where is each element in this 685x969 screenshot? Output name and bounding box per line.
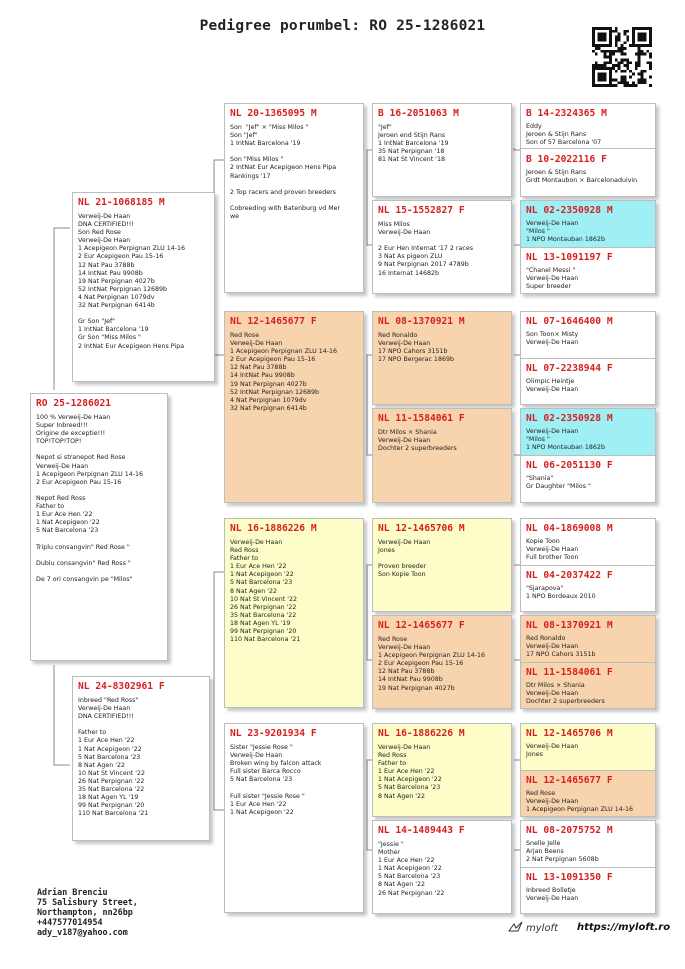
- detail-line: Sister "Jessie Rose ": [230, 744, 293, 751]
- detail-line: 1 Nat Acepigeon '22: [378, 776, 442, 784]
- card-details: [230, 124, 358, 221]
- pedigree-card-g4-pair-7[interactable]: [520, 723, 656, 817]
- detail-line: Super breeder: [526, 283, 572, 291]
- ring-number: NL 14-1489443 F: [378, 825, 465, 836]
- detail-line: Son Red Rose: [78, 229, 121, 237]
- detail-line: Origine de exceptie!!!: [36, 430, 106, 438]
- detail-line: 8 Nat Agen '22: [378, 792, 425, 800]
- ring-number: NL 12-1465706 M: [526, 728, 613, 739]
- detail-line: 2 Eur Acepigeon Pau 15-16: [230, 356, 316, 364]
- detail-line: Father to: [36, 503, 65, 511]
- detail-line: Verweij-De Haan: [378, 744, 431, 751]
- pedigree-card-sire-dam[interactable]: [224, 311, 364, 503]
- page-title: Pedigree porumbel: RO 25-1286021: [199, 18, 486, 34]
- detail-line: Dublu consangvin" Red Ross ": [36, 559, 131, 567]
- detail-line: DNA CERTIFIED!!!: [78, 713, 134, 721]
- detail-line: Red Rose: [378, 636, 408, 643]
- detail-line: 1 Nat Acepigeon '22: [36, 519, 100, 527]
- detail-line: Dtr Milos × Shania: [378, 429, 437, 436]
- detail-line: Jones: [526, 751, 543, 759]
- detail-line: Verweij-De Haan: [526, 220, 579, 227]
- detail-line: 17 NPO Cahors 3151b: [526, 651, 596, 659]
- detail-line: 18 Nat Agen YL '19: [230, 619, 291, 627]
- logo-text: myloft: [526, 923, 558, 934]
- card-details: [526, 267, 650, 291]
- detail-line: 52 IntNat Perpignan 12689b: [78, 285, 168, 293]
- detail-line: Verweij-De Haan: [378, 644, 431, 652]
- card-details: [378, 636, 506, 693]
- contact-city: Northampton, nn26bp: [37, 907, 133, 917]
- detail-line: 1 Acepigeon Perpignan ZLU 14-16: [378, 652, 486, 660]
- detail-line: Red Ronaldo: [526, 635, 566, 642]
- pedigree-card-dss[interactable]: [372, 518, 512, 612]
- detail-line: 4 Nat Perpignan 1079dv: [78, 293, 155, 301]
- detail-line: Verweij-De Haan: [378, 340, 431, 348]
- ring-number: NL 24-8302961 F: [78, 681, 165, 692]
- detail-line: Jeroen & Stijn Rans: [526, 131, 587, 139]
- card-details: [378, 332, 506, 364]
- detail-line: TOP!TOP!TOP!: [36, 438, 82, 446]
- detail-line: Verweij-De Haan: [526, 339, 579, 347]
- pedigree-card-g4-pair-8[interactable]: [520, 820, 656, 914]
- pedigree-card-g4-pair-6[interactable]: [520, 615, 656, 709]
- card-details: [526, 123, 650, 144]
- detail-line: 5 Nat Barcelona '23: [36, 527, 99, 535]
- detail-line: 110 Nat Barcelona '21: [230, 636, 301, 644]
- detail-line: Cobreeding with Batenburg vd Mer: [230, 204, 341, 212]
- detail-line: Arjan Beens: [526, 848, 564, 856]
- ring-number: B 14-2324365 M: [526, 108, 607, 119]
- ring-number: NL 21-1068185 M: [78, 197, 165, 208]
- pedigree-card-dam-sire[interactable]: [224, 518, 364, 708]
- pedigree-card-g4-pair-4[interactable]: [520, 408, 656, 503]
- card-details: [36, 414, 162, 584]
- detail-line: Gr Son "Miss Milos ": [78, 334, 141, 342]
- detail-line: Verweij-De Haan: [36, 462, 89, 470]
- ring-number: NL 16-1886226 M: [230, 523, 317, 534]
- detail-line: 10 Nat St Vincent '22: [78, 769, 145, 777]
- detail-line: 32 Nat Perpignan 6414b: [78, 302, 155, 310]
- detail-line: 1 Nat Acepigeon '22: [378, 865, 442, 873]
- ring-number: NL 07-2238944 F: [526, 363, 613, 374]
- detail-line: Rankings '17: [230, 172, 271, 180]
- detail-line: Miss Milos: [378, 221, 410, 228]
- ring-number: NL 12-1465677 F: [230, 316, 317, 327]
- ring-number: NL 16-1886226 M: [378, 728, 465, 739]
- detail-line: Verweij-De Haan: [526, 743, 579, 750]
- detail-line: 1 Nat Acepigeon '22: [230, 571, 294, 579]
- detail-line: 16 Internat 14682b: [378, 269, 440, 277]
- detail-line: 1 Acepigeon Perpignan ZLU 14-16: [526, 806, 634, 814]
- card-details: [526, 169, 650, 185]
- detail-line: 2 Eur Hen Internat '17 2 races: [378, 245, 473, 253]
- detail-line: 8 Nat Agen '22: [78, 761, 125, 769]
- detail-line: 1 Acepigeon Perpignan ZLU 14-16: [230, 348, 338, 356]
- ring-number: NL 23-9201934 F: [230, 728, 317, 739]
- detail-line: 1 IntNat Barcelona '19: [78, 326, 149, 334]
- ring-number: NL 06-2051130 F: [526, 460, 613, 471]
- detail-line: Dtr Milos × Shania: [526, 682, 585, 689]
- card-details: [526, 635, 650, 659]
- detail-line: Gr Daughter "Milos ": [526, 483, 591, 491]
- detail-line: Dochter 2 superbreeders: [526, 698, 605, 706]
- pedigree-card-dam[interactable]: [72, 676, 210, 841]
- card-details: [378, 124, 506, 164]
- ring-number: NL 04-1869008 M: [526, 523, 613, 534]
- detail-line: 26 Nat Perpignan '22: [78, 777, 145, 785]
- detail-line: 17 NPO Cahors 3151b: [378, 348, 448, 356]
- card-details: [526, 475, 650, 491]
- detail-line: 2 Eur Acepigeon Pau 15-16: [378, 660, 464, 668]
- detail-line: Red Ronaldo: [378, 332, 418, 339]
- ring-number: NL 02-2350928 M: [526, 413, 613, 424]
- detail-line: 52 IntNat Perpignan 12689b: [230, 388, 320, 396]
- detail-line: 8 Nat Agen '22: [230, 587, 277, 595]
- detail-line: Son Toon× Misty: [526, 331, 579, 338]
- detail-line: 5 Nat Barcelona '23: [230, 776, 293, 784]
- detail-line: 1 Eur Ace Hen '22: [230, 563, 287, 571]
- detail-line: 8 Nat Agen '22: [378, 881, 425, 889]
- website-link[interactable]: https://myloft.ro: [577, 922, 671, 933]
- ring-number: RO 25-1286021: [36, 398, 112, 409]
- detail-line: Full sister "Jessie Rose ": [230, 792, 305, 800]
- card-details: [378, 221, 506, 278]
- pedigree-card-dds[interactable]: [372, 723, 512, 817]
- ring-number: NL 15-1552827 F: [378, 205, 465, 216]
- detail-line: Snelle Jelle: [526, 840, 561, 847]
- ring-number: B 16-2051063 M: [378, 108, 459, 119]
- detail-line: Son "Jef": [230, 132, 258, 140]
- card-details: [230, 332, 358, 413]
- detail-line: 26 Nat Perpignan '22: [230, 603, 297, 611]
- detail-line: 1 Nat Acepigeon '22: [230, 808, 294, 816]
- card-details: [230, 744, 358, 817]
- ring-number: NL 20-1365095 M: [230, 108, 317, 119]
- detail-line: "Milos ": [526, 228, 550, 236]
- detail-line: [36, 552, 162, 560]
- detail-line: 35 Nat Barcelona '22: [230, 611, 297, 619]
- detail-line: Verweij-De Haan: [526, 798, 579, 806]
- detail-line: 5 Nat Barcelona '23: [78, 753, 141, 761]
- card-details: [526, 743, 650, 759]
- detail-line: Verweij-De Haan: [230, 340, 283, 348]
- detail-line: [230, 181, 358, 189]
- card-details: [78, 697, 204, 818]
- pedigree-card-g4-pair-1[interactable]: [520, 103, 656, 197]
- detail-line: Son of 57 Barcelona '07: [526, 139, 602, 144]
- ring-number: NL 04-2037422 F: [526, 570, 613, 581]
- ring-number: NL 11-1584061 F: [526, 667, 613, 678]
- card-details: [526, 585, 650, 601]
- detail-line: Dochter 2 superbreeders: [378, 445, 457, 453]
- pedigree-card-g4-pair-3[interactable]: [520, 311, 656, 405]
- pedigree-card-sire-sire[interactable]: [224, 103, 364, 293]
- detail-line: 1 NPO Montauban 1862b: [526, 236, 605, 244]
- contact-street: 75 Salisbury Street,: [37, 897, 138, 907]
- pedigree-card-sire[interactable]: [72, 192, 215, 382]
- detail-line: 1 Eur Ace Hen '22: [230, 800, 287, 808]
- detail-line: 3 Nat As pigeon ZLU: [378, 253, 443, 261]
- detail-line: Full brother Toon: [526, 554, 579, 562]
- detail-line: Verweij-De Haan: [78, 705, 131, 713]
- detail-line: Inbreed "Red Ross": [78, 697, 139, 704]
- pedigree-card-dsd[interactable]: [372, 615, 512, 709]
- detail-line: Father to: [78, 729, 107, 737]
- detail-line: Verweij-De Haan: [378, 437, 431, 445]
- detail-line: 14 IntNat Pau 9908b: [78, 269, 143, 277]
- card-details: [526, 887, 650, 903]
- detail-line: "Shania": [526, 475, 554, 482]
- detail-line: Son Kopie Toon: [378, 571, 426, 579]
- detail-line: 1 Acepigeon Perpignan ZLU 14-16: [78, 245, 186, 253]
- detail-line: Eddy: [526, 123, 542, 130]
- detail-line: Mother: [378, 849, 401, 857]
- detail-line: 2 Top racers and proven breeders: [230, 188, 336, 196]
- detail-line: [378, 237, 506, 245]
- detail-line: Verweij-De Haan: [230, 752, 283, 760]
- detail-line: 99 Nat Perpignan '20: [78, 802, 145, 810]
- detail-line: 1 NPO Montauban 1862b: [526, 444, 605, 452]
- detail-line: [36, 535, 162, 543]
- card-details: [526, 220, 650, 244]
- detail-line: [230, 197, 358, 205]
- detail-line: 35 Nat Perpignan '18: [378, 148, 445, 156]
- ring-number: NL 12-1465677 F: [526, 775, 613, 786]
- detail-line: Olimpic Heintje: [526, 378, 575, 385]
- detail-line: Jones: [378, 547, 395, 555]
- detail-line: 5 Nat Barcelona '23: [230, 579, 293, 587]
- detail-line: 5 Nat Barcelona '23: [378, 873, 441, 881]
- detail-line: 1 IntNat Barcelona '19: [230, 140, 301, 148]
- detail-line: 19 Nat Perpignan 4027b: [378, 684, 455, 692]
- contact-phone: +447577014954: [37, 917, 103, 927]
- detail-line: Father to: [378, 760, 407, 768]
- detail-line: 81 Nat St Vincent '18: [378, 156, 445, 164]
- detail-line: Verweij-De Haan: [526, 386, 579, 394]
- detail-line: 1 Acepigeon Perpignan ZLU 14-16: [36, 470, 144, 478]
- detail-line: Son "Jef" × "Miss Milos ": [230, 124, 309, 131]
- detail-line: Son "Miss Milos ": [230, 156, 284, 164]
- detail-line: Verweij-De Haan: [526, 546, 579, 554]
- card-details: [378, 841, 506, 898]
- detail-line: Red Ross: [230, 547, 259, 555]
- ring-number: NL 08-1370921 M: [526, 620, 613, 631]
- detail-line: Verweij-De Haan: [526, 895, 579, 903]
- contact-name: Adrian Brenciu: [37, 887, 108, 897]
- detail-line: Triplu consangvin" Red Rose ": [36, 543, 130, 551]
- detail-line: [230, 784, 358, 792]
- detail-line: 2 IntNat Eur Acepigeon Hens Pipa: [230, 164, 337, 172]
- detail-line: Red Ross: [378, 752, 407, 760]
- card-details: [526, 331, 650, 347]
- card-details: [378, 429, 506, 453]
- detail-line: 4 Nat Perpignan 1079dv: [230, 396, 307, 404]
- detail-line: Kopie Toon: [526, 538, 560, 545]
- detail-line: [378, 555, 506, 563]
- detail-line: 17 NPO Bergerac 1869b: [378, 356, 454, 364]
- detail-line: 5 Nat Barcelona '23: [378, 784, 441, 792]
- ring-number: NL 12-1465706 M: [378, 523, 465, 534]
- detail-line: 2 IntNat Eur Acepigeon Hens Pipa: [78, 342, 185, 350]
- detail-line: "Jef": [378, 124, 392, 131]
- pedigree-card-g4-pair-5[interactable]: [520, 518, 656, 612]
- detail-line: "Milos ": [526, 436, 550, 444]
- myloft-logo: [508, 921, 558, 934]
- detail-line: Broken wing by falcon attack: [230, 760, 322, 768]
- detail-line: Super Inbreed!!!: [36, 422, 89, 430]
- ring-number: NL 08-2075752 M: [526, 825, 613, 836]
- ring-number: NL 11-1584061 F: [378, 413, 465, 424]
- detail-line: Jeroen & Stijn Rans: [526, 169, 587, 176]
- detail-line: [78, 721, 204, 729]
- detail-line: 1 Eur Ace Hen '22: [36, 511, 93, 519]
- detail-line: Jeroen end Stijn Rans: [378, 132, 446, 140]
- detail-line: 35 Nat Barcelona '22: [78, 786, 145, 794]
- ring-number: NL 12-1465677 F: [378, 620, 465, 631]
- detail-line: Verweij-De Haan: [78, 213, 131, 220]
- detail-line: Verweij-De Haan: [378, 229, 431, 237]
- card-details: [230, 539, 358, 644]
- detail-line: [36, 446, 162, 454]
- ring-number: NL 08-1370921 M: [378, 316, 465, 327]
- detail-line: 19 Nat Perpignan 4027b: [230, 380, 307, 388]
- detail-line: Verweij-De Haan: [526, 275, 579, 283]
- detail-line: 19 Nat Perpignan 4027b: [78, 277, 155, 285]
- detail-line: 32 Nat Perpignan 6414b: [230, 404, 307, 412]
- detail-line: 1 IntNat Barcelona '19: [378, 140, 449, 148]
- card-details: [526, 840, 650, 864]
- detail-line: [230, 148, 358, 156]
- pedigree-card-sss[interactable]: [372, 103, 512, 197]
- pedigree-card-subject[interactable]: [30, 393, 168, 661]
- detail-line: 2 Nat Perpignan 5608b: [526, 856, 599, 864]
- detail-line: 100 % Verweij-De Haan: [36, 414, 111, 421]
- pedigree-card-g4-pair-2[interactable]: [520, 200, 656, 294]
- card-details: [378, 539, 506, 579]
- detail-line: 1 Eur Ace Hen '22: [378, 768, 435, 776]
- detail-line: De 7 ori consangvin pe "Milos": [36, 575, 133, 583]
- detail-line: [36, 487, 162, 495]
- pedigree-card-dam-dam[interactable]: [224, 723, 364, 913]
- contact-email[interactable]: ady_v187@yahoo.com: [37, 927, 128, 937]
- detail-line: Red Rose: [526, 790, 556, 797]
- ring-number: NL 13-1091197 F: [526, 252, 613, 263]
- detail-line: "Sjarapova": [526, 585, 564, 592]
- card-details: [526, 790, 650, 814]
- detail-line: Father to: [230, 555, 259, 563]
- detail-line: 12 Nat Pau 3788b: [230, 364, 287, 372]
- card-details: [378, 744, 506, 801]
- detail-line: 1 Eur Ace Hen '22: [78, 737, 135, 745]
- ring-number: NL 07-1646400 M: [526, 316, 613, 327]
- card-details: [78, 213, 209, 351]
- detail-line: Verweij-De Haan: [230, 539, 283, 546]
- detail-line: 26 Nat Perpignan '22: [378, 889, 445, 897]
- pedigree-card-sds[interactable]: [372, 311, 512, 405]
- detail-line: Gr Son "Jef": [78, 318, 116, 326]
- detail-line: we: [230, 213, 240, 221]
- pedigree-card-sdd[interactable]: [372, 408, 512, 503]
- detail-line: Proven breeder: [378, 563, 427, 571]
- detail-line: 1 Nat Acepigeon '22: [78, 745, 142, 753]
- detail-line: "Jessie ": [378, 841, 404, 848]
- ring-number: NL 13-1091350 F: [526, 872, 613, 883]
- detail-line: 2 Eur Acepigeon Pau 15-16: [36, 478, 122, 486]
- pedigree-card-ddd[interactable]: [372, 820, 512, 914]
- detail-line: 1 Eur Ace Hen '22: [378, 857, 435, 865]
- detail-line: Nepot Red Ross: [36, 494, 86, 502]
- card-details: [526, 682, 650, 706]
- bird-icon: [508, 921, 524, 933]
- detail-line: 2 Eur Acepigeon Pau 15-16: [78, 253, 164, 261]
- detail-line: 99 Nat Perpignan '20: [230, 628, 297, 636]
- breeder-contact: [37, 887, 138, 937]
- card-details: [526, 538, 650, 562]
- detail-line: [78, 310, 209, 318]
- detail-line: [36, 568, 162, 576]
- detail-line: Full sister Barca Rocco: [230, 768, 301, 776]
- detail-line: 9 Nat Perpignan 2017 4789b: [378, 261, 469, 269]
- detail-line: Verweij-De Haan: [78, 237, 131, 245]
- detail-line: Verweij-De Haan: [526, 643, 579, 651]
- detail-line: Grdt Montaubon × Barcelonaduivin: [526, 177, 638, 185]
- detail-line: 10 Nat St Vincent '22: [230, 595, 297, 603]
- card-details: [526, 378, 650, 394]
- detail-line: Verweij-De Haan: [526, 690, 579, 698]
- detail-line: Verweij-De Haan: [526, 428, 579, 435]
- detail-line: 14 IntNat Pau 9908b: [230, 372, 295, 380]
- detail-line: 1 NPO Bordeaux 2010: [526, 593, 596, 601]
- ring-number: B 10-2022116 F: [526, 154, 607, 165]
- detail-line: Inbreed Bolletje: [526, 887, 576, 894]
- pedigree-card-ssd[interactable]: [372, 200, 512, 294]
- detail-line: 12 Nat Pau 3788b: [78, 261, 135, 269]
- detail-line: 12 Nat Pau 3788b: [378, 668, 435, 676]
- detail-line: 14 IntNat Pau 9908b: [378, 676, 443, 684]
- detail-line: Red Rose: [230, 332, 260, 339]
- detail-line: DNA CERTIFIED!!!: [78, 221, 134, 229]
- detail-line: Nepot si stranepot Red Rose: [36, 454, 126, 462]
- detail-line: 110 Nat Barcelona '21: [78, 810, 149, 818]
- ring-number: NL 02-2350928 M: [526, 205, 613, 216]
- detail-line: 18 Nat Agen YL '19: [78, 794, 139, 802]
- detail-line: "Chanel Messi ": [526, 267, 576, 274]
- detail-line: Verweij-De Haan: [378, 539, 431, 546]
- card-details: [526, 428, 650, 452]
